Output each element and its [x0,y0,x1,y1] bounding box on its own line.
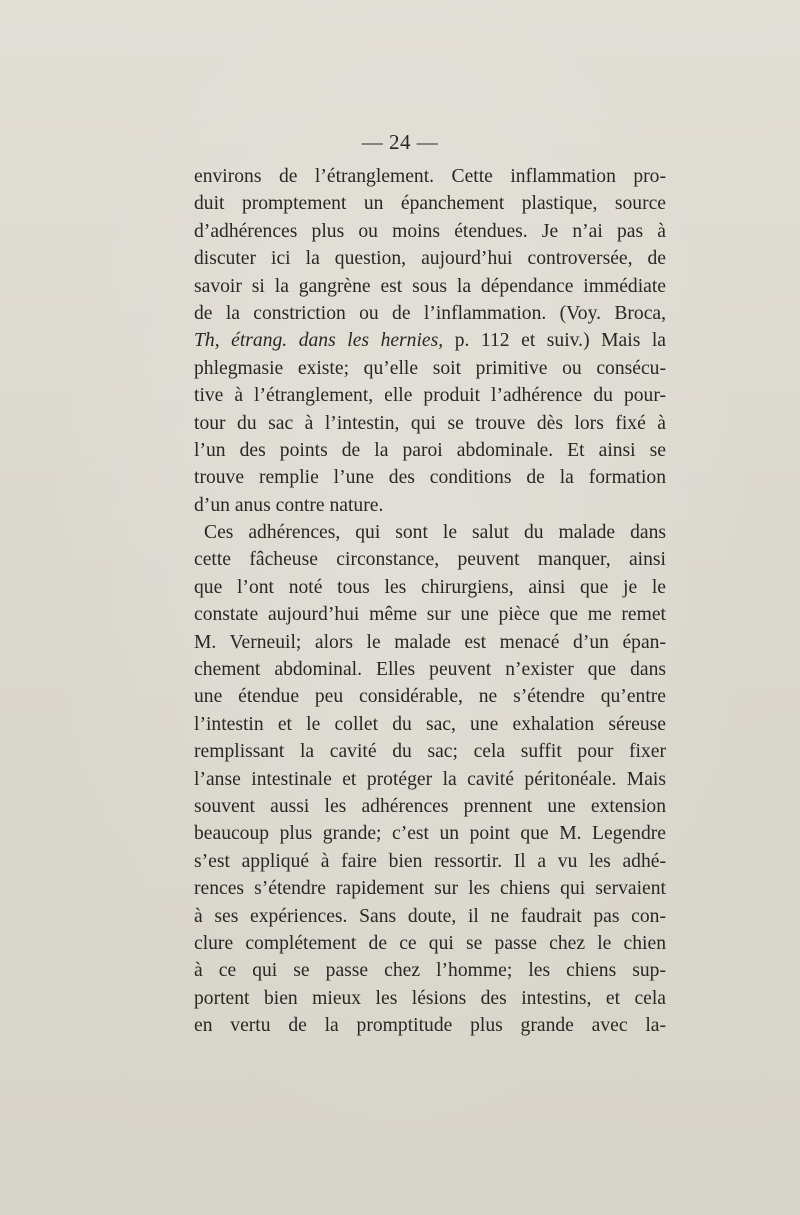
citation-rest: p. 112 et suiv.) Mais la [443,330,667,352]
body-text [194,163,666,1040]
text-line: tour du sac à l’intestin, qui se trouve dès lors fixé à [194,412,666,434]
text-line: l’un des points de la paroi abdominale. Et ainsi se [194,439,666,461]
text-line: duit promptement un épanchement plastique, source [194,193,666,215]
text-line: d’un anus contre nature. [194,494,384,516]
text-line: phlegmasie existe; qu’elle soit primitive ou consécu- [194,357,666,379]
text-line: discuter ici la question, aujourd’hui controversée, de [194,248,666,270]
text-line: Ces adhérences, qui sont le salut du malade dans [204,522,666,544]
text-line: clure complétement de ce qui se passe chez le chien [194,932,666,954]
text-line: environs de l’étranglement. Cette inflammation pro- [194,166,666,187]
text-line: une étendue peu considérable, ne s’étendre qu’entre [194,686,666,708]
text-line: l’anse intestinale et protéger la cavité péritonéale. Mais [194,768,666,790]
text-line: tive à l’étranglement, elle produit l’adhérence du pour- [194,385,666,407]
text-line: trouve remplie l’une des conditions de la formation [194,467,666,489]
text-line: en vertu de la promptitude plus grande avec la- [194,1015,666,1037]
text-line: savoir si la gangrène est sous la dépendance immédiate [194,275,666,297]
text-line: souvent aussi les adhérences prennent une extension [194,795,666,817]
text-line: chement abdominal. Elles peuvent n’exister que dans [194,659,666,681]
text-line: rences s’étendre rapidement sur les chiens qui servaient [194,878,666,900]
text-line: remplissant la cavité du sac; cela suffit pour fixer [194,741,666,763]
text-line [194,327,666,354]
text-line: portent bien mieux les lésions des intestins, et cela [194,987,666,1009]
text-line: que l’ont noté tous les chirurgiens, ainsi que je le [194,576,666,598]
text-line: à ses expériences. Sans doute, il ne faudrait pas con- [194,905,666,927]
page-number: — 24 — [361,130,439,154]
text-line: s’est appliqué à faire bien ressortir. Il a vu les adhé- [194,850,666,872]
text-line: l’intestin et le collet du sac, une exhalation séreuse [194,713,666,735]
text-line: à ce qui se passe chez l’homme; les chiens sup- [194,960,666,982]
text-line: M. Verneuil; alors le malade est menacé d’un épan- [194,631,666,653]
text-line: d’adhérences plus ou moins étendues. Je n’ai pas à [194,220,666,242]
text-line: beaucoup plus grande; c’est un point que M. Legendre [194,823,666,845]
text-line: de la constriction ou de l’inflammation. (Voy. Broca, [194,302,666,324]
citation-italic: Th, étrang. dans les hernies, [194,330,444,352]
text-line: cette fâcheuse circonstance, peuvent manquer, ainsi [194,549,666,571]
text-line: constate aujourd’hui même sur une pièce que me remet [194,604,666,626]
